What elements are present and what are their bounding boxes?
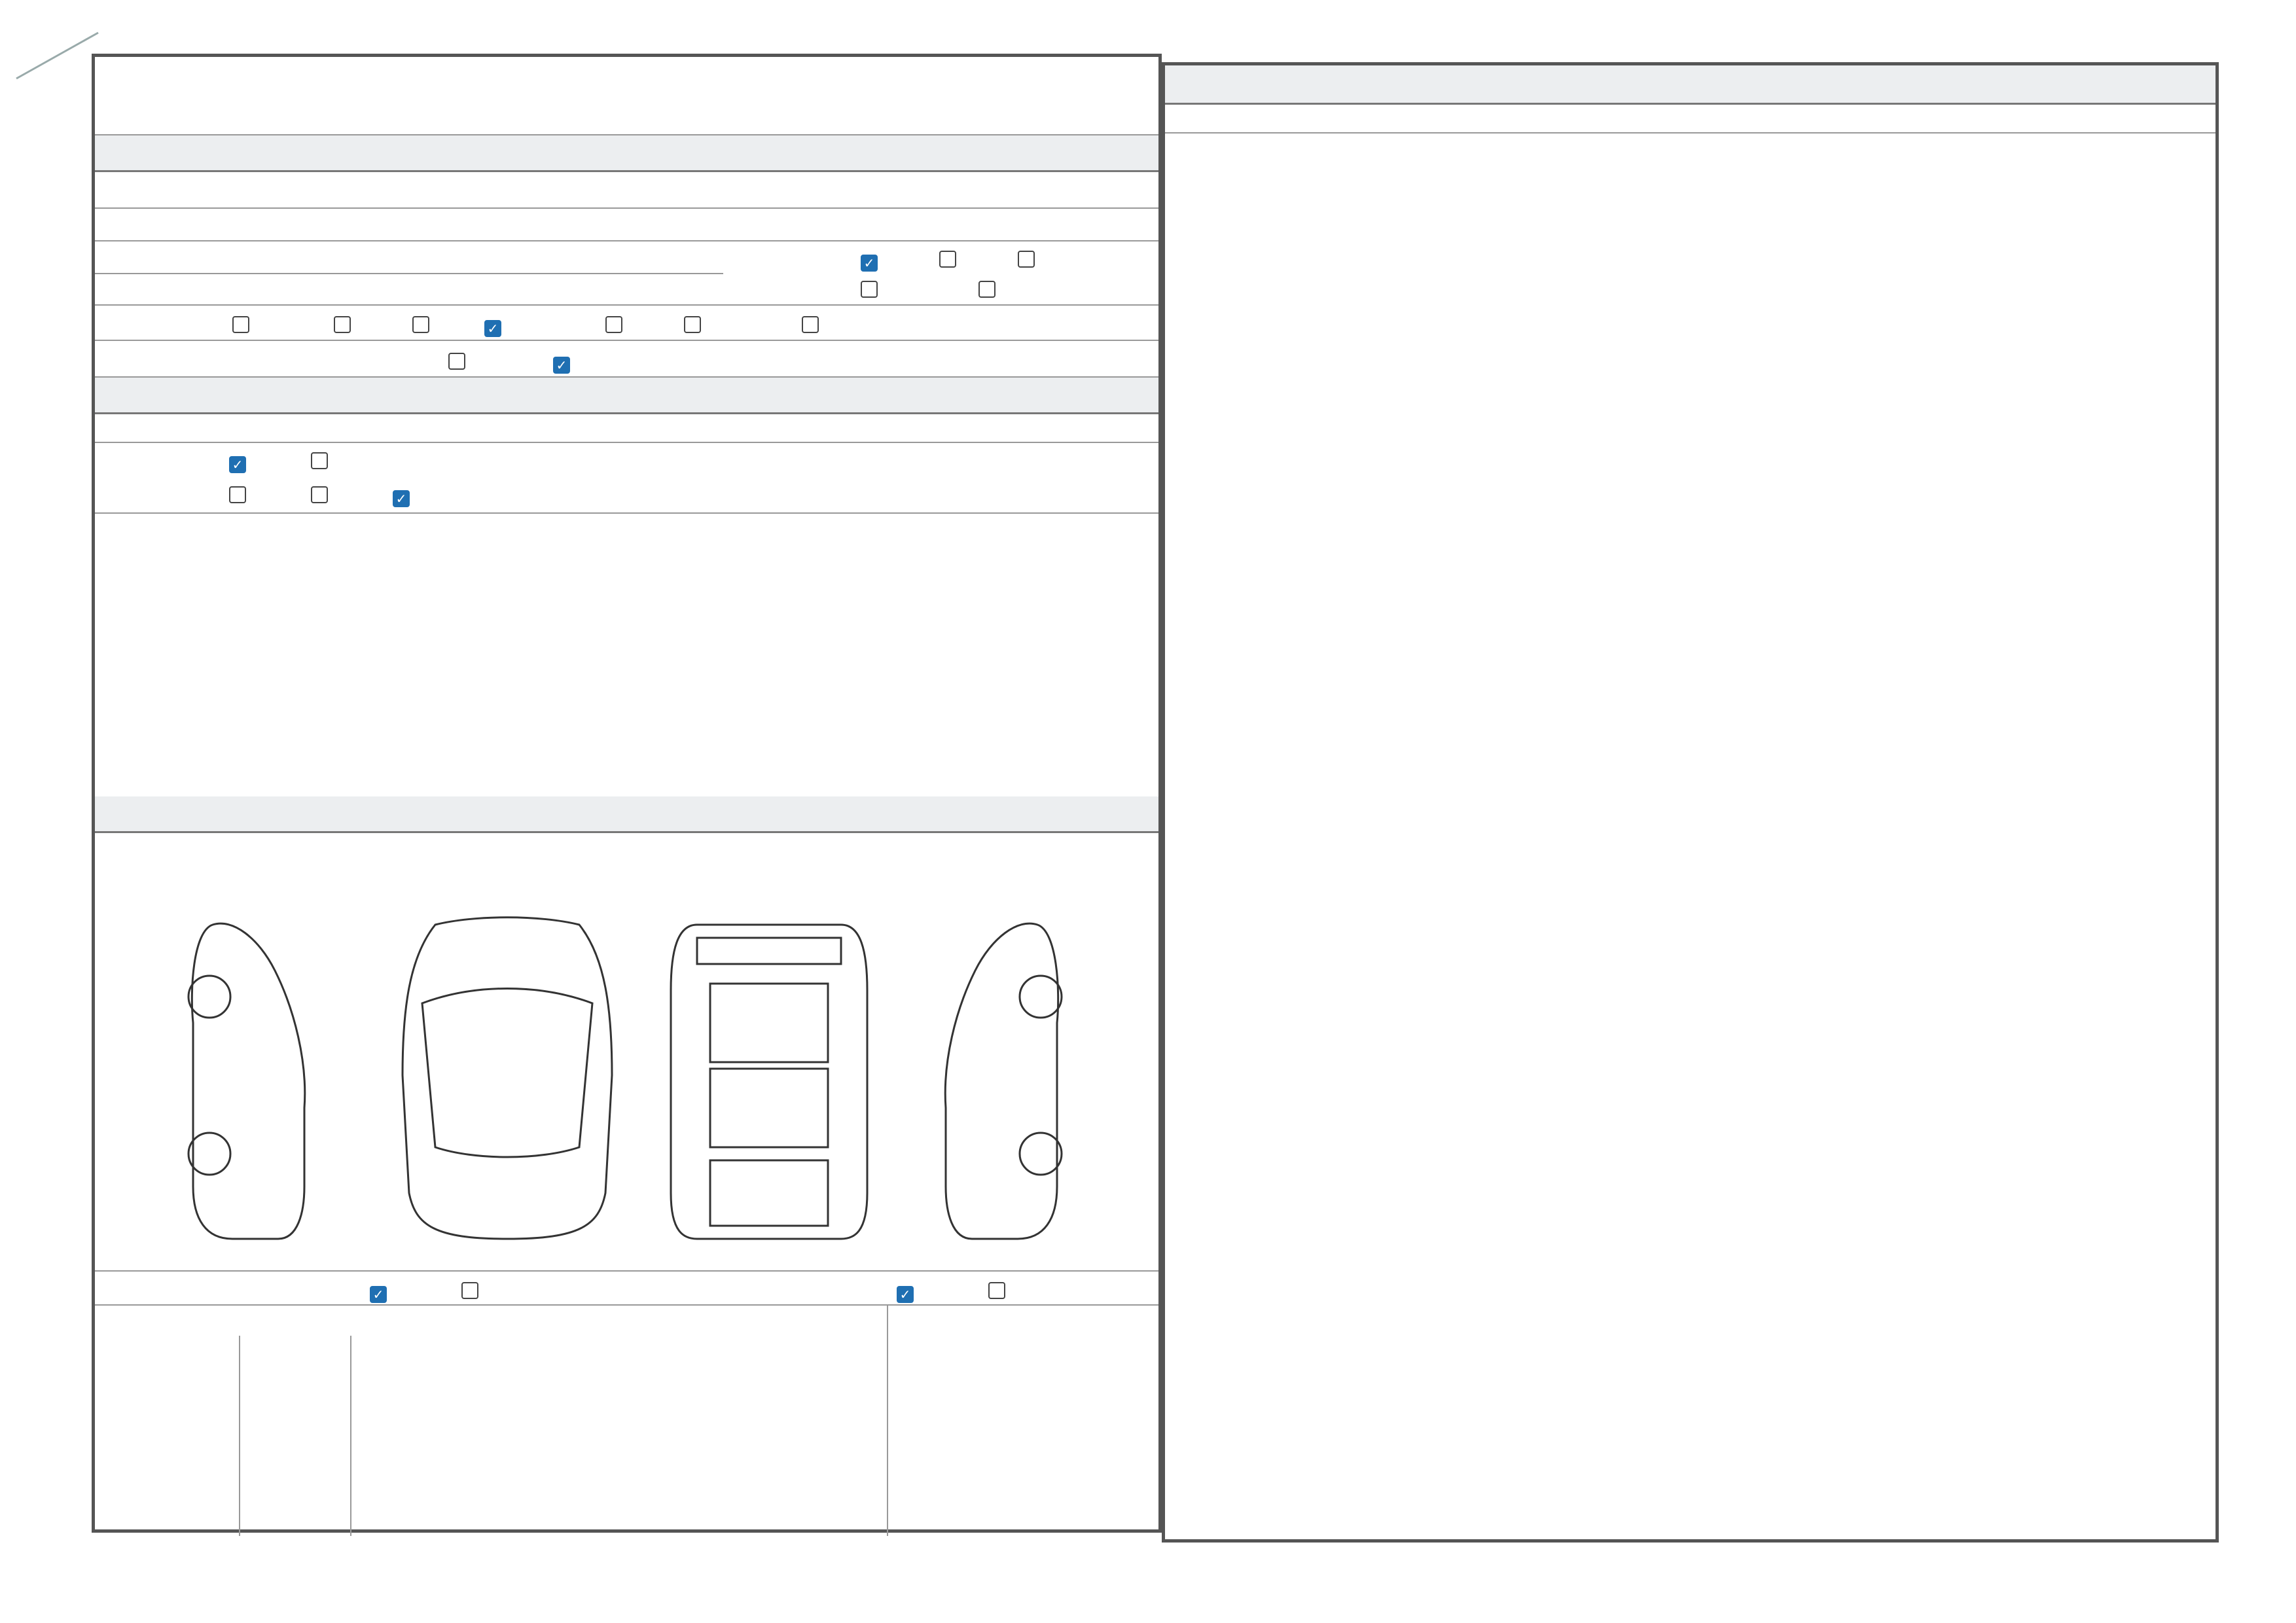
row-car-name <box>95 172 1158 209</box>
parts-area <box>95 1306 1158 1536</box>
detail-header <box>1165 65 2215 105</box>
title-block <box>95 57 1158 135</box>
wheel-front-left <box>188 976 230 1018</box>
row-first-reg <box>95 241 1158 306</box>
overall-header <box>95 378 1158 414</box>
car-left-side-outline <box>192 923 304 1239</box>
mileage-bad-checkbox[interactable] <box>311 450 332 471</box>
fuel-gasoline-checkbox[interactable] <box>232 313 253 335</box>
mileage-normal-checkbox[interactable] <box>311 484 332 505</box>
row-engine <box>95 341 1158 378</box>
car-right-side-outline <box>945 923 1058 1239</box>
left-panel <box>92 54 1162 1533</box>
wheel-rear-left <box>188 1133 230 1175</box>
fuel-other-checkbox[interactable] <box>802 313 823 335</box>
row-fuel <box>95 306 1158 341</box>
trans-manual-checkbox[interactable] <box>939 248 960 270</box>
warranty-insurer-checkbox[interactable]: ✓ <box>553 350 574 374</box>
car-frame-outline <box>671 925 867 1239</box>
simple-yes-checkbox[interactable] <box>988 1279 1009 1301</box>
fuel-hydrogen-checkbox[interactable] <box>684 313 705 335</box>
accident-diagram-area <box>95 833 1158 1272</box>
mileage-row <box>95 443 1158 514</box>
row-year <box>95 209 1158 241</box>
overall-col-header <box>95 414 1158 443</box>
fuel-electric-checkbox[interactable] <box>605 313 626 335</box>
fuel-lpg-checkbox[interactable] <box>412 313 433 335</box>
fuel-hybrid-checkbox[interactable]: ✓ <box>484 313 505 337</box>
right-panel <box>1162 62 2219 1543</box>
car-damage-diagram <box>134 912 1116 1258</box>
simple-none-checkbox[interactable]: ✓ <box>897 1279 918 1303</box>
mileage-many-checkbox[interactable] <box>229 484 250 505</box>
mileage-low-checkbox[interactable]: ✓ <box>393 484 414 507</box>
accident-none-checkbox[interactable]: ✓ <box>370 1279 391 1303</box>
mileage-good-checkbox[interactable]: ✓ <box>229 450 250 473</box>
pen-stroke-mark <box>13 26 105 85</box>
trans-cvt-checkbox[interactable] <box>861 278 882 300</box>
trans-other-checkbox[interactable] <box>978 278 999 300</box>
fuel-diesel-checkbox[interactable] <box>334 313 355 335</box>
car-top-outline <box>403 918 612 1239</box>
basic-info-header <box>95 135 1158 172</box>
detail-col-header <box>1165 105 2215 134</box>
accident-history-row <box>95 1272 1158 1306</box>
wheel-front-right <box>1020 976 1062 1018</box>
trans-auto-checkbox[interactable]: ✓ <box>861 248 882 272</box>
warranty-self-checkbox[interactable] <box>448 350 469 372</box>
wheel-rear-right <box>1020 1133 1062 1175</box>
accident-yes-checkbox[interactable] <box>461 1279 482 1301</box>
trans-semiauto-checkbox[interactable] <box>1018 248 1039 270</box>
accident-header <box>95 796 1158 833</box>
